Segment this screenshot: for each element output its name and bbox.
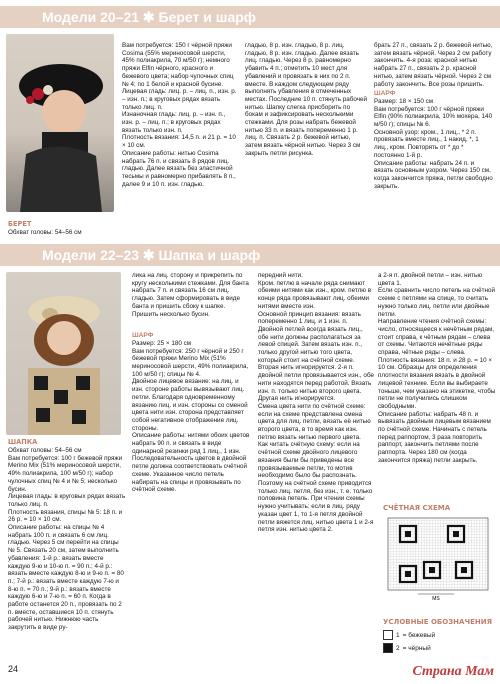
hat-col-1: [8, 447, 126, 671]
beret-label: БЕРЕТ: [8, 220, 32, 228]
text-paragraph: Если сравнить число петель на счётной схеме с петлями на спице, то считать нужно только лиц. петли или двойные петли.: [378, 287, 496, 318]
page-number: 24: [8, 664, 19, 674]
chart-title: СЧЁТНАЯ СХЕМА: [383, 504, 451, 512]
beret-col-4: [374, 42, 494, 236]
hat-col-2: [132, 272, 252, 674]
text-paragraph: Лицевая гладь: лиц. р. – лиц. п., изн. р. – изн. п.; в круговых рядах вязать только лиц. п.: [122, 88, 237, 111]
section-title: Модели 22–23 ✱ Шапка и шарф: [42, 246, 261, 263]
chart-motif-center: [429, 567, 435, 573]
text-paragraph: Двойное лицевое вязание: на лиц. и изн. стороне работы вывязывают лиц. петли. Благодаря одновременному вязанию лиц. и изн. стороны со сменой цвета нити изн. сторона представляет собой негативное отображение лиц. стороны.: [132, 378, 248, 432]
text-paragraph: Лицевая гладь: в круговых рядах вязать только лиц. п.: [8, 493, 126, 508]
text-paragraph: Изнаночная гладь: лиц. р. – изн. п., изн. р. – лиц. п.; в круговых рядах вязать только изн. п.: [122, 111, 226, 134]
hat-label: ШАПКА: [8, 438, 38, 446]
chart-motif-center: [405, 571, 411, 577]
beret-photo: [6, 34, 114, 212]
section-header-hat: [0, 244, 500, 266]
legend: [383, 630, 435, 653]
text-paragraph: Направление чтения счётной схемы: число, относящееся к нечётным рядам, стоит справа, к чётным рядам – слева от схемы. Читаются нечётные ряды справа, чётные ряды – слева.: [378, 318, 495, 357]
text-paragraph: гладью, 8 р. изн. гладью, 8 р. лиц. гладью, 8 р. изн. гладью. Далее вязать лиц. гладью. Через 8 р. равномерно убавить 4 п.; отметить 10 мест для убавлений и провязать в них по 2 п. вместе. В каждом следующем ряду выполнять убавления в отмеченных местах. Последние 10 п. стянуть рабочей нитью. Шапку слегка присборить по бокам и зафиксировать несколькими стежками. Для розы набрать бежевой нитью 33 п. и вязать попеременно 1 р. лиц. п. Связать 2 р. бежевой нитью, затем вязать чёрной нитью. Через 3 см закрыть петли рисунка.: [245, 42, 367, 157]
text-paragraph: брать 27 п., связать 2 р. бежевой нитью, затем вязать чёрной. Через 2 см работу закончить. 4-я роза: красной нитью набрать 27 п., связать 2 р. красной нитью, затем вязать чёрной. Через 2 см работу закончить. Все розы пришить.: [374, 42, 493, 88]
chart-motif-center: [405, 531, 411, 537]
legend-swatch-black: [383, 643, 393, 653]
section-header-beret: [0, 6, 500, 28]
text-paragraph: Описание работы: набрать 24 п. и вязать основным узором. Через 150 см, когда закончится пряжа, петли свободно закрыть.: [374, 159, 493, 190]
legend-swatch-beige: [383, 630, 393, 640]
text-paragraph: Вам потребуется: 250 г чёрной и 250 г бежевой пряжи Merino Mix (51% мериносовой шерсти, 49% полиакрила, 100 м/50 г); спицы № 4.: [132, 347, 249, 378]
text-paragraph: а 2-я п. двойной петли – изн. нитью цвета 1.: [378, 272, 483, 287]
text-paragraph: Описание работы: на спицы № 4 набрать 100 п. и связать 6 см лиц. гладью. Через 5 см перейти на спицы № 5. Связать 20 см, затем выполнить убавления: 1-й р.: вязать вместе каждую 9-ю и 10-ю п. = 90 п.; 4-й р.: вязать вместе каждую 8-ю и 9-ю п. = 80 п.; 7-й р.: вязать вместе каждую 7-ю и 8-ю п. = 70 п.; 9-й р.: вязать вместе каждую 6-ю и 7-ю п. = 60 п. Когда в работе останется 20 п., провязать по 2 п. вместе, оставшиеся 10 п. стянуть рабочей нитью. Нижнюю часть закрутить в виде ру-: [8, 524, 124, 632]
beret-col-2: [122, 42, 237, 222]
site-logo: Страна Мам: [412, 664, 494, 679]
woman-hat-illustration: [6, 272, 121, 435]
scarf-label: ШАРФ: [132, 332, 154, 340]
legend-item: [383, 630, 435, 640]
hat-col-3: [258, 272, 374, 674]
text-paragraph: Как читать счётную схему: если на счётной схеме двойного лицевого вязания были бы приведены все провязываемые петли, то мотив необходимо было бы распознать. Поэтому на счётной схеме приводится только лиц. петля, без изн., т. е. только половина петель. При чтении схемы нужно учитывать: если в лиц. ряду указан цвет 1, то 1-я петля двойной петли вяжется лиц. нитью цвета 1 и 2-я петля изн. нитью цвета 2.: [258, 441, 374, 534]
text-paragraph: Описание работы: нитью Cosima набрать 76 п. и связать 8 рядов лиц. гладью. Далее вязать без эластичной тесьмы и равномерно прибавлять 8 п., далее 9 и 10 п. изн. гладью.: [122, 149, 236, 188]
section-title: Модели 20–21 ✱ Берет и шарф: [42, 8, 257, 25]
text-paragraph: Основной принцип вязания: вязать попеременно 1 лиц. и 1 изн. п. Двойной петлей всегда вязать лиц., обе нити должны располагаться за левой спицей. Затем вязать изн. п., только другой нитью того цвета, который стоит на счётной схеме. Вторая нить игнорируется. 2-я п. двойной петли провязывается изн., обе нити находятся перед работой. Вязать изн. п. только нитью второго цвета. Другая нить игнорируется.: [258, 310, 374, 403]
text-paragraph: Вам потребуется: 100 г бежевой пряжи Merino Mix (51% мериносовой шерсти, 49% полиакрила, 100 м/50 г); набор чулочных спиц № 4 и № 5; несколько бусин.: [8, 454, 123, 493]
text-paragraph: лика на лиц. сторону и прикрепить по кругу несколькими стежками. Для банта набрать 7 п. и связать 16 см лиц. гладью. Затем сформировать в виде банта и пришить сбоку к шапке. Пришить несколько бусин.: [132, 272, 249, 318]
beret-col-3: [245, 42, 367, 236]
text-paragraph: Вам потребуется: 150 г чёрной пряжи Cosima (55% мериносовой шерсти, 45% полиакрила, 70 м/50 г); немного пряжи Elfin чёрного, красного и бежевого цвета; набор чулочных спиц № 4; по 1 белой и красной бусине.: [122, 42, 234, 88]
hat-photo: [6, 272, 121, 435]
text-paragraph: Размер: 25 × 180 см: [132, 339, 192, 347]
text-paragraph: Смена цвета нити по счётной схеме: если на схеме представлена смена цвета для лиц. петли, вязать её нитью второго цвета, в то время как изн. петлю вязать нитью первого цвета.: [258, 402, 371, 441]
text-paragraph: Размер: 18 × 150 см: [374, 97, 434, 105]
text-paragraph: Плотность вязания, спицы № 5: 18 п. и 26 р. = 10 × 10 см.: [8, 508, 123, 524]
text-paragraph: Основной узор: кром., 1 лиц., * 2 п. провязать вместе лиц., 1 накид, *, 1 лиц., кром. Повторять от * до * постоянно 1-й р.: [374, 128, 479, 159]
legend-number: 1: [396, 631, 400, 639]
text-paragraph: Кром. петлю в начале ряда снимают обеими нитями как изн., кром. петлю в конце ряда провязывают лиц. обеими нитями вместе изн.: [258, 279, 372, 310]
text-paragraph: Обхват головы: 54–56 см: [8, 447, 82, 454]
legend-item: [383, 643, 435, 653]
legend-number: 2: [396, 644, 400, 652]
woman-beret-illustration: [6, 34, 114, 212]
chart-motif-center: [453, 531, 459, 537]
text-paragraph: передний нити.: [258, 272, 303, 279]
chart-motif-center: [461, 567, 467, 573]
legend-title: УСЛОВНЫЕ ОБОЗНАЧЕНИЯ: [383, 618, 492, 626]
scarf-label: ШАРФ: [374, 90, 396, 98]
text-paragraph: Описание работы: набрать 48 п. и вывязать двойным лицевым вязанием по счётной схеме. Начинать с петель перед раппортом, 3 раза повторить раппорт, закончить петлями после раппорта. Через 180 см (когда закончится пряжа) петли закрыть.: [378, 410, 491, 464]
text-paragraph: Описание работы: нитями обоих цветов набрать 90 п. и связать в виде одинарной резинки ряд 1 лиц., 1 изн. Последовательность цветов в двойной петле должна соответствовать счётной схеме. Указанное число петель набирать на спицы и провязывать по счётной схеме.: [132, 432, 250, 494]
text-paragraph: Плотность вязания: 14,5 п. и 21 р. = 10 × 10 см.: [122, 134, 236, 150]
knitting-chart: [378, 514, 492, 602]
beret-col-1: [8, 229, 123, 243]
hat-col-4: [378, 272, 496, 494]
legend-text: = чёрный: [402, 644, 431, 652]
text-paragraph: Обхват головы: 54–56 см: [8, 229, 82, 236]
text-paragraph: Плотность вязания: 18 п. и 28 р. = 10 × 10 см. Образцы для определения плотности вязания вязать в двойной лицевой технике. Если вы выбираете тоньше, чем указано на этикетке, чтобы петли не получились слишком свободными.: [378, 356, 496, 410]
repeat-label: МS: [432, 596, 440, 602]
legend-text: = бежевый: [402, 631, 436, 639]
text-paragraph: Вам потребуется: 100 г чёрной пряжи Elfin (90% полиакрила, 10% мохера, 140 м/50 г); спицы № 6.: [374, 105, 493, 129]
